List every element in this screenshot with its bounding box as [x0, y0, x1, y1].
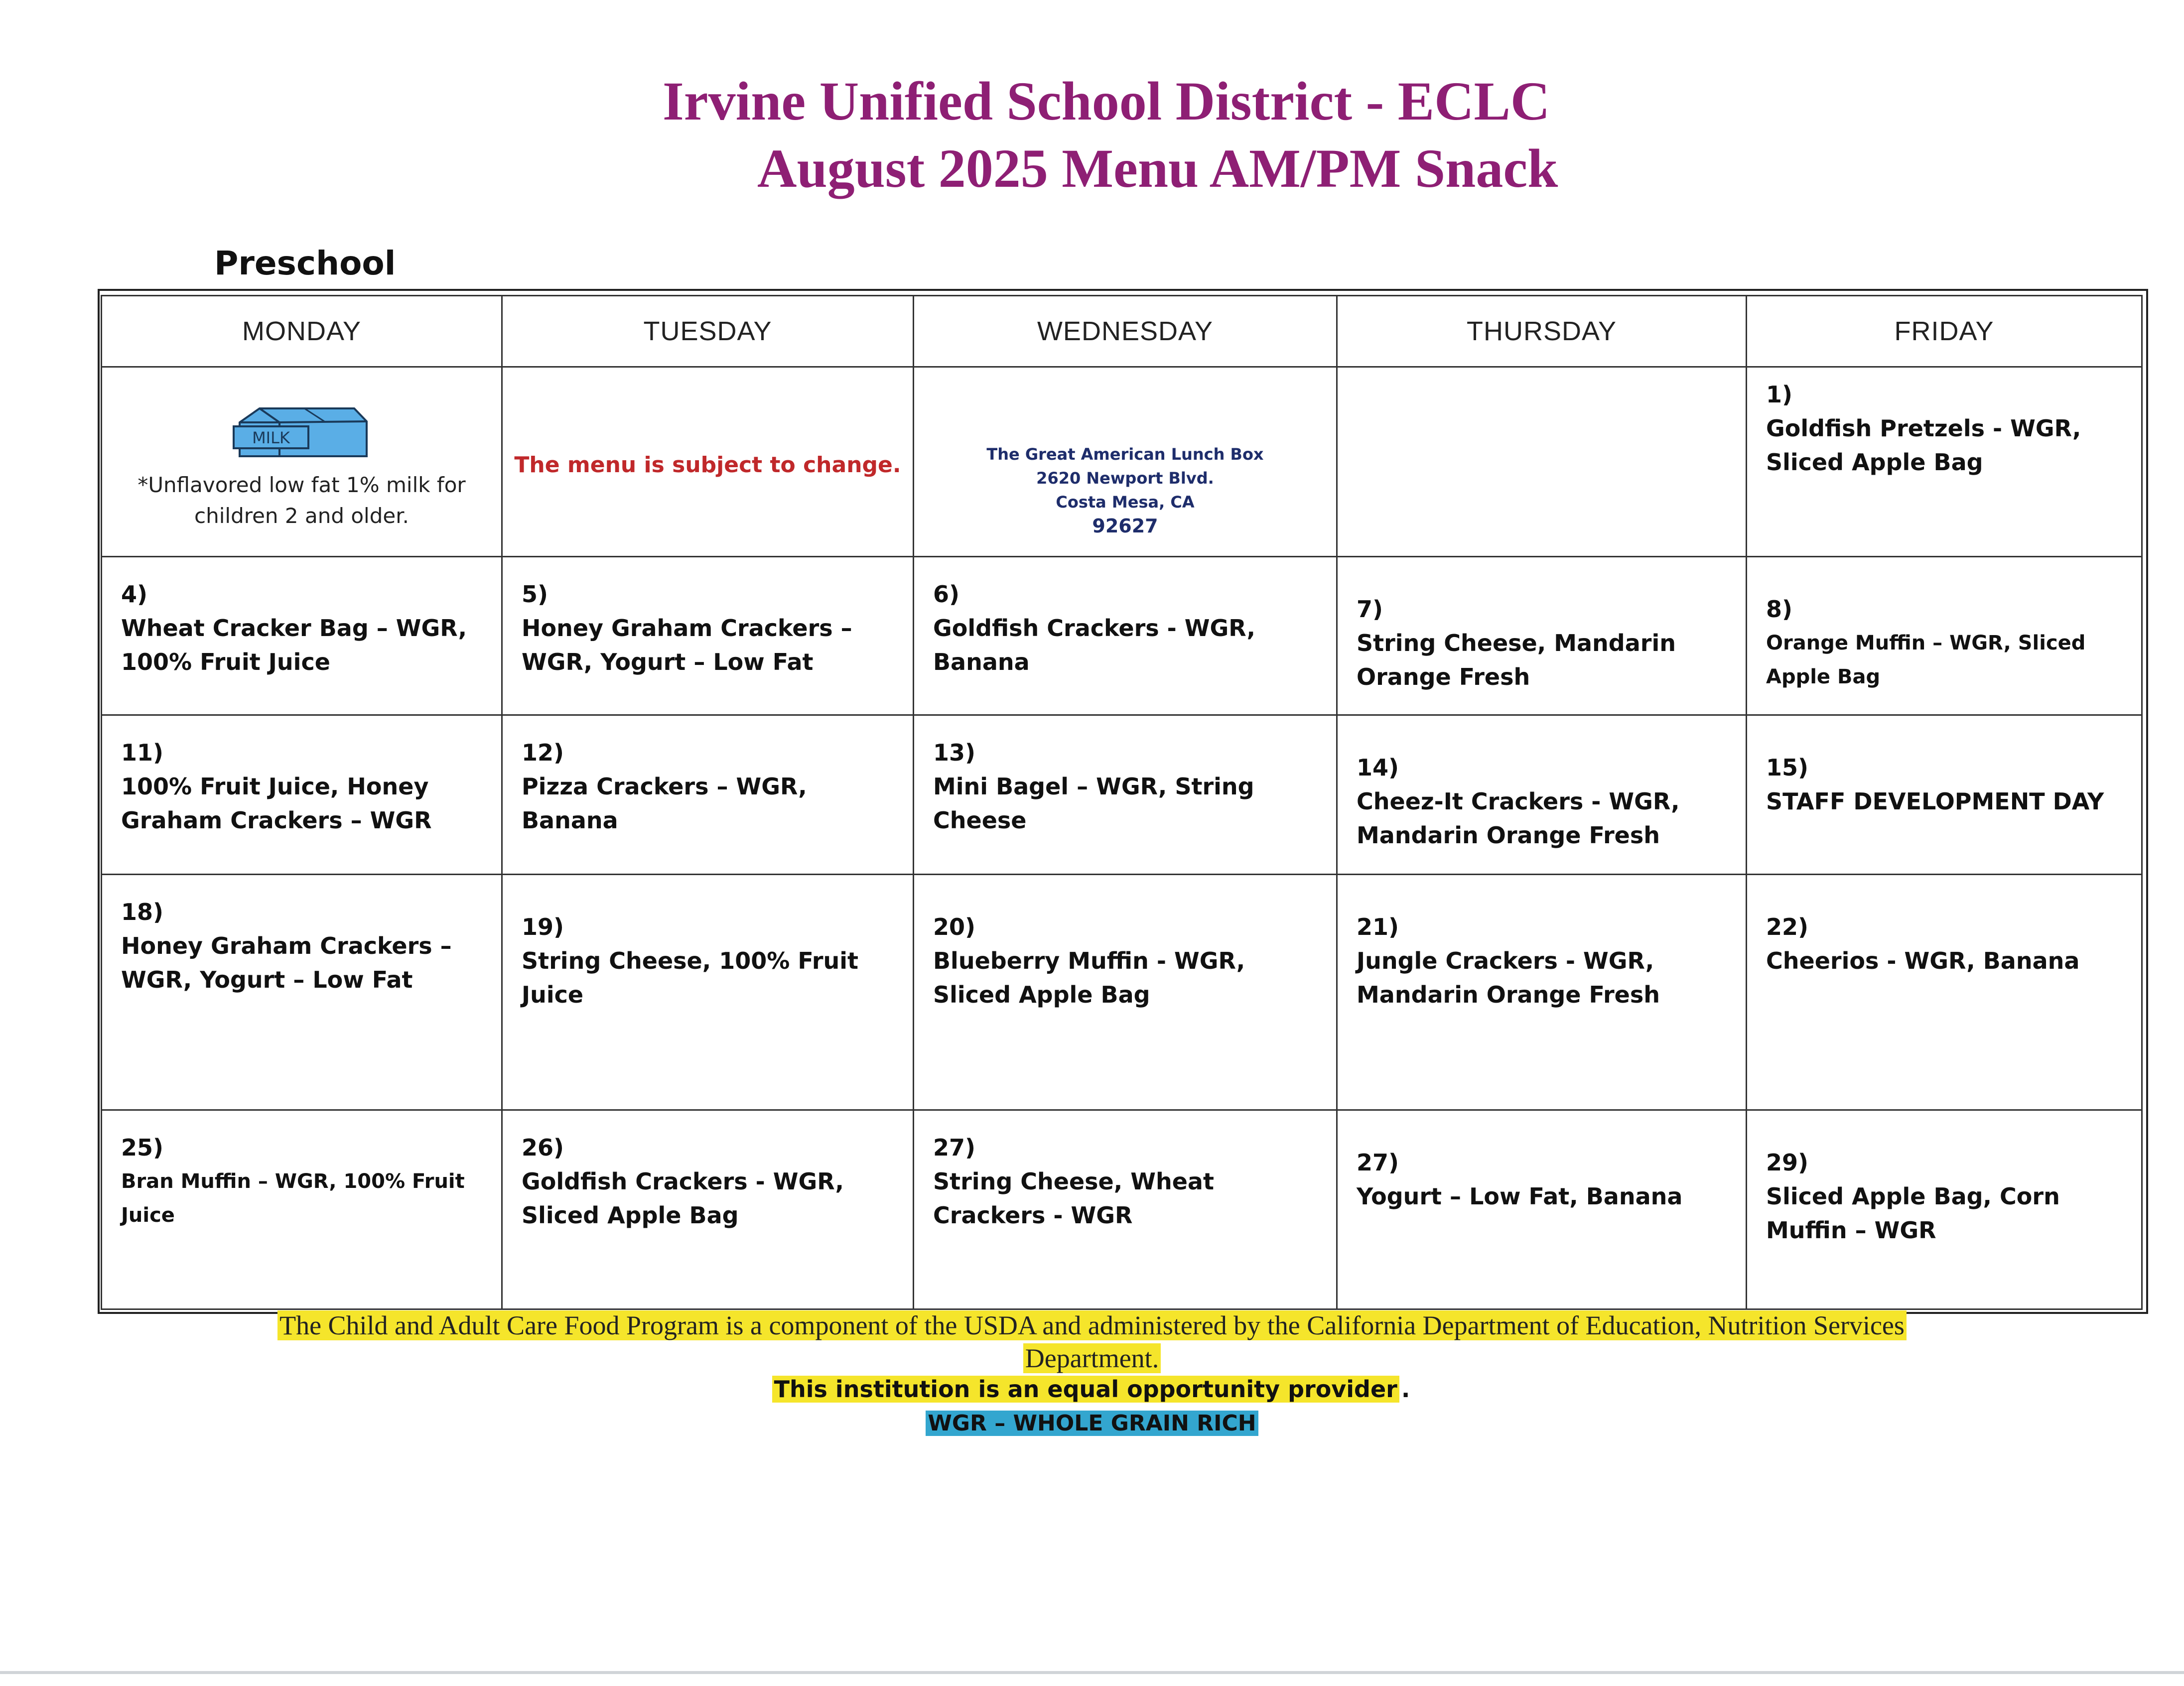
day-cell — [502, 556, 914, 715]
page-bottom-divider — [0, 1671, 2184, 1674]
day-number: 21) — [1357, 913, 1399, 941]
day-cell — [1337, 715, 1747, 874]
week-row-3 — [102, 715, 2142, 874]
week-row-4 — [102, 875, 2142, 1110]
week-row-2 — [102, 556, 2142, 715]
day-cell — [914, 875, 1337, 1110]
day-header-friday: FRIDAY — [1747, 296, 2142, 367]
day-menu: String Cheese, Mandarin Orange Fresh — [1357, 629, 1676, 690]
day-cell — [502, 715, 914, 874]
day-menu: Bran Muffin – WGR, 100% Fruit Juice — [121, 1169, 465, 1227]
day-menu: Blueberry Muffin - WGR, Sliced Apple Bag — [933, 947, 1245, 1009]
equal-opportunity-text: This institution is an equal opportunity provider — [772, 1376, 1399, 1403]
vendor-address-cell — [914, 367, 1337, 556]
section-label: Preschool — [214, 244, 396, 282]
day-number: 18) — [121, 899, 164, 926]
page-title: Irvine Unified School District - ECLC — [663, 71, 1550, 131]
day-menu: Mini Bagel – WGR, String Cheese — [933, 773, 1254, 834]
day-menu: Sliced Apple Bag, Corn Muffin – WGR — [1766, 1182, 2060, 1244]
day-header-thursday: THURSDAY — [1337, 296, 1747, 367]
day-menu: Honey Graham Crackers – WGR, Yogurt – Low Fat — [121, 932, 452, 994]
milk-carton-icon — [230, 402, 374, 462]
day-cell — [102, 715, 502, 874]
day-header-row — [102, 296, 2142, 367]
day-cell — [914, 556, 1337, 715]
day-cell — [1747, 556, 2142, 715]
day-number: 15) — [1766, 754, 1809, 781]
day-header-wednesday: WEDNESDAY — [914, 296, 1337, 367]
day-menu: STAFF DEVELOPMENT DAY — [1766, 787, 2104, 815]
cacfp-statement — [0, 1309, 2184, 1375]
week-row-5 — [102, 1110, 2142, 1309]
change-notice: The menu is subject to change. — [514, 452, 901, 478]
day-menu: Cheerios - WGR, Banana — [1766, 947, 2080, 975]
day-number: 12) — [522, 739, 564, 766]
day-number: 5) — [522, 580, 548, 608]
vendor-city: Costa Mesa, CA — [1056, 493, 1195, 512]
cacfp-line2: Department. — [1023, 1343, 1161, 1373]
day-number: 13) — [933, 739, 976, 766]
day-number: 11) — [121, 739, 164, 766]
day-cell — [914, 715, 1337, 874]
empty-day-cell — [1337, 367, 1747, 556]
day-number: 14) — [1357, 754, 1399, 781]
milk-note-line2: children 2 and older. — [194, 504, 409, 528]
day-cell — [502, 1110, 914, 1309]
milk-info-cell — [102, 367, 502, 556]
day-number: 6) — [933, 580, 960, 608]
day-cell — [1337, 556, 1747, 715]
day-menu: Cheez-It Crackers - WGR, Mandarin Orange Fresh — [1357, 787, 1680, 849]
vendor-name: The Great American Lunch Box — [986, 445, 1264, 464]
milk-note-line1: *Unflavored low fat 1% milk for — [137, 473, 466, 498]
day-menu: Goldfish Crackers - WGR, Banana — [933, 614, 1256, 675]
page-subtitle: August 2025 Menu AM/PM Snack — [757, 138, 1558, 199]
vendor-zip: 92627 — [1092, 515, 1158, 537]
day-cell — [914, 1110, 1337, 1309]
week-row-1 — [102, 367, 2142, 556]
day-number: 27) — [933, 1134, 976, 1161]
day-cell — [1337, 875, 1747, 1110]
day-number: 26) — [522, 1134, 564, 1161]
day-number: 27) — [1357, 1149, 1399, 1176]
day-menu: Goldfish Pretzels - WGR, Sliced Apple Bag — [1766, 415, 2081, 476]
day-menu: Orange Muffin – WGR, Sliced Apple Bag — [1766, 631, 2086, 688]
day-header-monday: MONDAY — [102, 296, 502, 367]
day-menu: Jungle Crackers - WGR, Mandarin Orange Fresh — [1357, 947, 1660, 1009]
day-menu: String Cheese, 100% Fruit Juice — [522, 947, 859, 1009]
equal-opportunity-statement — [0, 1376, 2184, 1403]
day-number: 29) — [1766, 1149, 1809, 1176]
day-cell — [102, 556, 502, 715]
day-number: 22) — [1766, 913, 1809, 941]
day-cell — [102, 1110, 502, 1309]
day-menu: String Cheese, Wheat Crackers - WGR — [933, 1167, 1214, 1229]
day-menu: Goldfish Crackers - WGR, Sliced Apple Bag — [522, 1167, 844, 1229]
wgr-legend-text: WGR – WHOLE GRAIN RICH — [926, 1411, 1258, 1436]
day-header-tuesday: TUESDAY — [502, 296, 914, 367]
day-menu: 100% Fruit Juice, Honey Graham Crackers – WGR — [121, 773, 432, 834]
vendor-street: 2620 Newport Blvd. — [1036, 469, 1214, 488]
day-cell — [1747, 1110, 2142, 1309]
menu-calendar — [101, 295, 2143, 1310]
day-number: 8) — [1766, 595, 1793, 623]
cacfp-line1: The Child and Adult Care Food Program is a component of the USDA and administered by the California Department of Education, Nutrition Services — [277, 1310, 1907, 1340]
day-menu: Yogurt – Low Fat, Banana — [1357, 1182, 1683, 1210]
day-number: 4) — [121, 580, 148, 608]
wgr-legend — [0, 1411, 2184, 1436]
change-notice-cell — [502, 367, 914, 556]
day-cell — [1337, 1110, 1747, 1309]
day-number: 19) — [522, 913, 564, 941]
day-menu: Pizza Crackers – WGR, Banana — [522, 773, 807, 834]
day-number: 25) — [121, 1134, 164, 1161]
day-cell — [1747, 367, 2142, 556]
day-number: 1) — [1766, 381, 1793, 408]
day-cell — [1747, 875, 2142, 1110]
day-menu: Honey Graham Crackers – WGR, Yogurt – Low Fat — [522, 614, 852, 675]
day-number: 20) — [933, 913, 976, 941]
day-cell — [1747, 715, 2142, 874]
day-cell — [102, 875, 502, 1110]
milk-label: MILK — [252, 428, 290, 448]
equal-opportunity-period: . — [1401, 1376, 1410, 1403]
day-menu: Wheat Cracker Bag – WGR, 100% Fruit Juice — [121, 614, 467, 675]
day-cell — [502, 875, 914, 1110]
day-number: 7) — [1357, 595, 1383, 623]
